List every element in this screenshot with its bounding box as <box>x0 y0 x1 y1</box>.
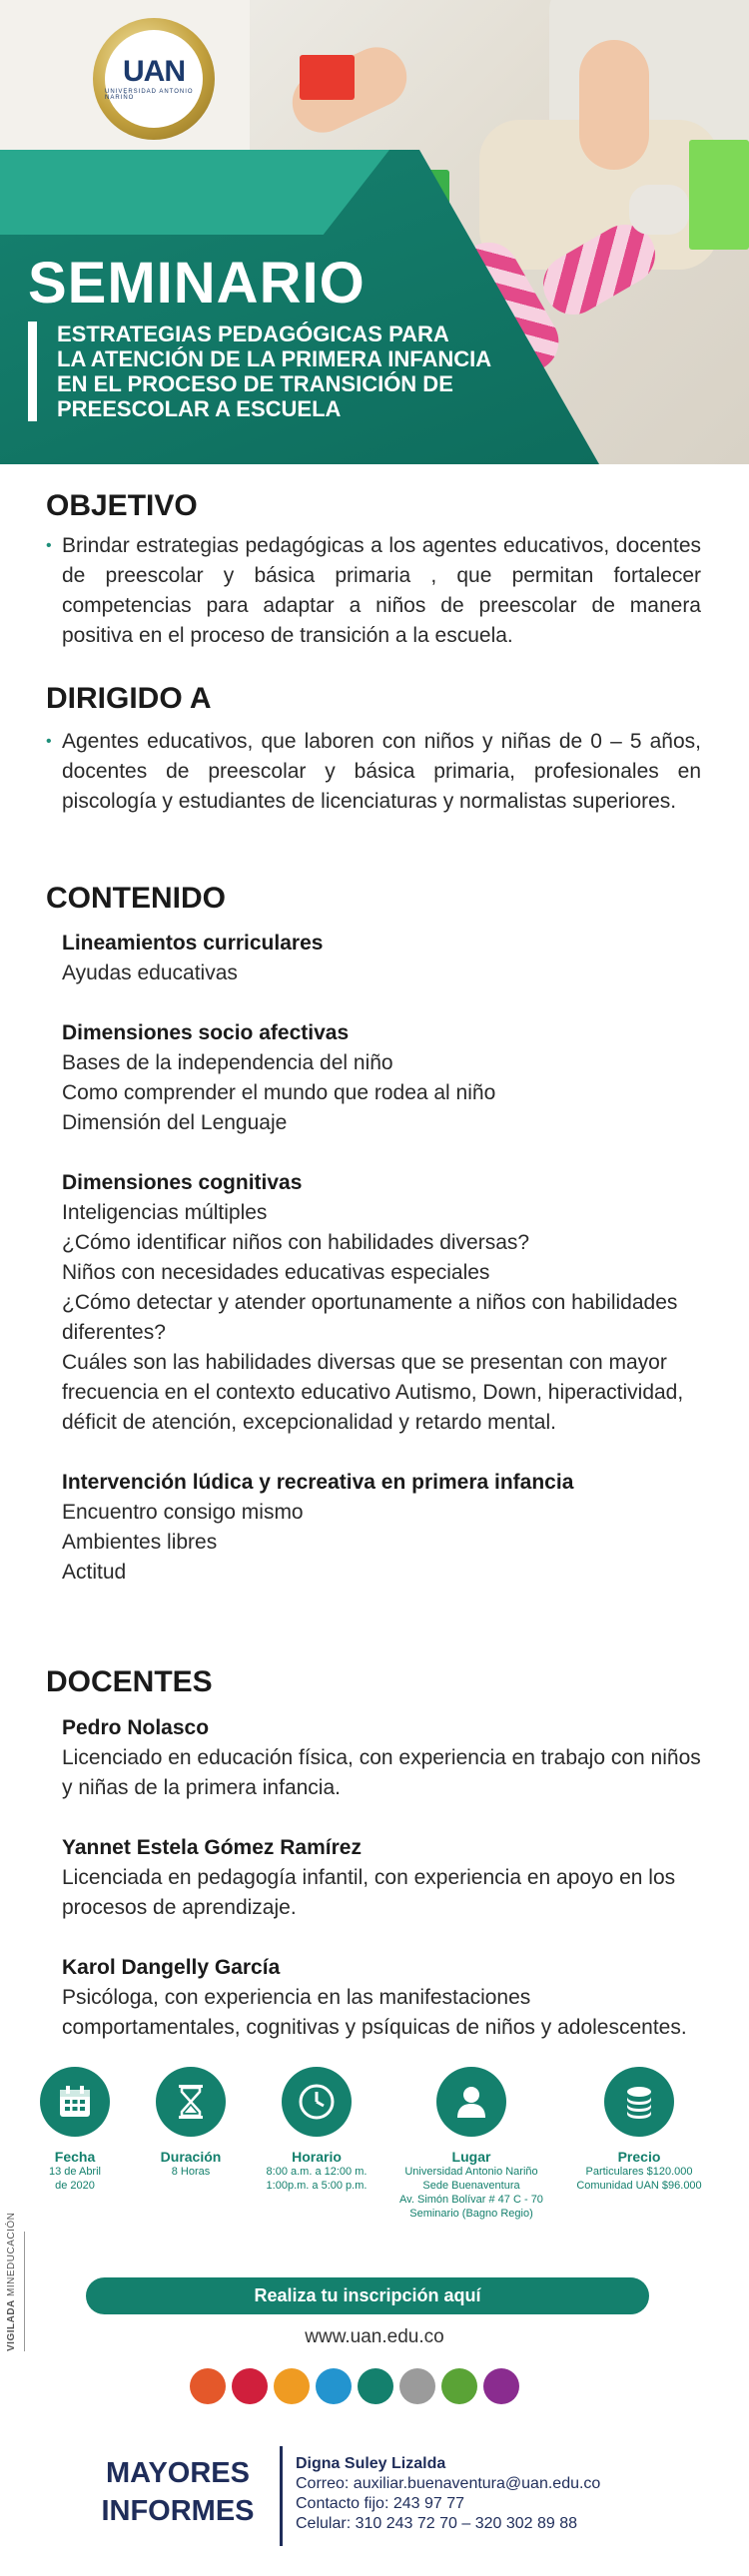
info-lugar <box>391 2067 551 2221</box>
color-dot <box>358 2368 393 2404</box>
contenido-item: ¿Cómo detectar y atender oportunamente a niños con habilidades diferentes? <box>62 1291 678 1344</box>
contenido-heading: CONTENIDO <box>46 882 226 915</box>
contenido-list <box>62 929 701 1588</box>
contenido-item: Ambientes libres <box>62 1531 218 1554</box>
hero-teal-accent <box>0 150 389 235</box>
register-button[interactable]: Realiza tu inscripción aquí <box>86 2277 649 2314</box>
person-icon <box>436 2067 506 2137</box>
logo-subtext: UNIVERSIDAD ANTONIO NARIÑO <box>105 89 194 101</box>
color-dot <box>274 2368 310 2404</box>
objetivo-heading: OBJETIVO <box>46 489 198 522</box>
info-fecha <box>30 2067 120 2193</box>
mayores-line: MAYORES <box>106 2457 250 2489</box>
dirigido-heading: DIRIGIDO A <box>46 682 212 715</box>
contenido-item: Cuáles son las habilidades diversas que se presentan con mayor frecuencia en el contexto educativo Autismo, Down, hiperactividad, déficit de atención, excepcionalidad y retardo mental. <box>62 1351 684 1434</box>
contenido-item: Como comprender el mundo que rodea al niño <box>62 1081 496 1104</box>
coins-icon <box>604 2067 674 2137</box>
info-line: Seminario (Bagno Regio) <box>409 2208 533 2220</box>
docente-desc: Psicóloga, con experiencia en las manifestaciones comportamentales, cognitivas y psíquicas de niños y adolescentes. <box>62 1986 687 2039</box>
dirigido-text: • Agentes educativos, que laboren con niños y niñas de 0 – 5 años, docentes de preescolar y básica primaria, profesionales en piscología y estudiantes de licenciaturas y normalistas superiores. <box>46 727 701 817</box>
info-line: 1:00p.m. a 5:00 p.m. <box>266 2180 368 2192</box>
info-line: Particulares $120.000 <box>585 2166 693 2178</box>
info-line: Comunidad UAN $96.000 <box>576 2180 702 2192</box>
vigilada-bold: VIGILADA <box>6 2299 17 2351</box>
color-dot <box>232 2368 268 2404</box>
seminar-subtitle <box>28 322 507 421</box>
contenido-item: Dimensión del Lenguaje <box>62 1111 288 1134</box>
contenido-item: Ayudas educativas <box>62 962 238 984</box>
color-dot <box>483 2368 519 2404</box>
contenido-group-heading: Dimensiones socio afectivas <box>62 1021 350 1044</box>
mayores-informes-heading <box>88 2454 268 2530</box>
contenido-group-heading: Dimensiones cognitivas <box>62 1171 303 1194</box>
contact-email[interactable]: Correo: auxiliar.buenaventura@uan.edu.co <box>296 2475 601 2492</box>
vigilada-rest: MINEDUCACIÓN <box>6 2212 17 2300</box>
contenido-group-heading: Lineamientos curriculares <box>62 932 324 955</box>
website-link[interactable]: www.uan.edu.co <box>305 2326 444 2347</box>
info-line: Av. Simón Bolívar # 47 C - 70 <box>399 2194 543 2206</box>
logo-text: UAN <box>123 55 185 88</box>
info-duracion <box>146 2067 236 2179</box>
docente-name: Pedro Nolasco <box>62 1716 210 1739</box>
contact-phone: Contacto fijo: 243 97 77 <box>296 2495 465 2512</box>
info-line: Sede Buenaventura <box>422 2180 520 2192</box>
objetivo-text: • Brindar estrategias pedagógicas a los agentes educativos, docentes de preescolar y básica primaria , que permitan fortalecer competencias para adaptar a niños de preescolar de manera positiva en el proceso de transición a la escuela. <box>46 531 701 651</box>
color-dots <box>190 2368 519 2404</box>
contenido-item: Inteligencias múltiples <box>62 1201 268 1224</box>
docente-name: Karol Dangelly García <box>62 1956 281 1979</box>
subtitle-line: PREESCOLAR A ESCUELA <box>57 396 342 421</box>
info-label: Fecha <box>54 2149 96 2165</box>
contenido-item: Actitud <box>62 1561 127 1584</box>
info-line: Universidad Antonio Nariño <box>404 2166 538 2178</box>
contenido-item: Encuentro consigo mismo <box>62 1501 304 1524</box>
info-line: 8:00 a.m. a 12:00 m. <box>266 2166 368 2178</box>
info-label: Lugar <box>451 2149 491 2165</box>
subtitle-line: ESTRATEGIAS PEDAGÓGICAS PARA <box>57 322 449 346</box>
info-line: 8 Horas <box>171 2166 211 2178</box>
docentes-heading: DOCENTES <box>46 1665 213 1698</box>
subtitle-line: EN EL PROCESO DE TRANSICIÓN DE <box>57 371 453 396</box>
contact-divider <box>280 2446 283 2546</box>
contenido-item: Bases de la independencia del niño <box>62 1051 393 1074</box>
docente-name: Yannet Estela Gómez Ramírez <box>62 1836 362 1859</box>
uan-logo[interactable] <box>93 18 215 140</box>
docente-desc: Licenciado en educación física, con experiencia en trabajo con niños y niñas de la primera infancia. <box>62 1746 701 1799</box>
color-dot <box>399 2368 435 2404</box>
info-horario <box>262 2067 372 2193</box>
calendar-icon <box>40 2067 110 2137</box>
page-title: SEMINARIO <box>28 251 366 316</box>
docentes-list <box>62 1713 701 2043</box>
docente-desc: Licenciada en pedagogía infantil, con experiencia en apoyo en los procesos de aprendizaje. <box>62 1866 676 1919</box>
info-precio <box>569 2067 709 2193</box>
info-label: Precio <box>617 2149 661 2165</box>
info-line: de 2020 <box>55 2180 95 2192</box>
info-label: Horario <box>292 2149 342 2165</box>
contact-cell: Celular: 310 243 72 70 – 320 302 89 88 <box>296 2515 578 2532</box>
clock-icon <box>282 2067 352 2137</box>
color-dot <box>441 2368 477 2404</box>
hourglass-icon <box>156 2067 226 2137</box>
contact-name: Digna Suley Lizalda <box>296 2455 446 2472</box>
info-line: 13 de Abril <box>49 2166 101 2178</box>
contenido-group-heading: Intervención lúdica y recreativa en primera infancia <box>62 1471 574 1494</box>
color-dot <box>316 2368 352 2404</box>
contenido-item: ¿Cómo identificar niños con habilidades diversas? <box>62 1231 530 1254</box>
contact-info <box>296 2454 600 2534</box>
hero-banner <box>0 0 749 464</box>
info-label: Duración <box>160 2149 222 2165</box>
subtitle-line: LA ATENCIÓN DE LA PRIMERA INFANCIA <box>57 346 492 371</box>
informes-line: INFORMES <box>101 2495 255 2527</box>
contenido-item: Niños con necesidades educativas especiales <box>62 1261 490 1284</box>
color-dot <box>190 2368 226 2404</box>
